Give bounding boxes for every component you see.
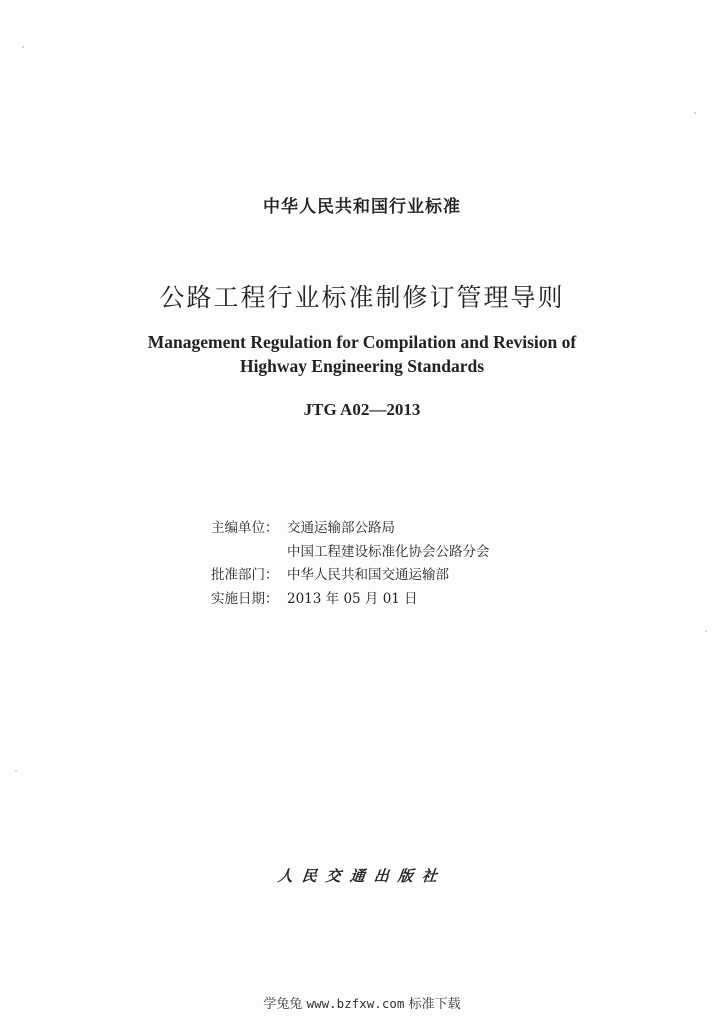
- info-value: 交通运输部公路局: [287, 520, 395, 536]
- info-value: 中华人民共和国交通运输部: [287, 567, 449, 583]
- english-title: [0, 330, 724, 378]
- info-row-co-editor: [211, 541, 490, 565]
- english-title-line-2: Highway Engineering Standards: [239, 356, 485, 376]
- info-label: 批准部门：: [211, 567, 279, 583]
- scan-speck: [22, 46, 24, 48]
- scan-speck: [15, 770, 17, 772]
- publisher-logotype: 人民交通出版社: [276, 867, 447, 885]
- info-row-approver: [211, 564, 490, 588]
- watermark-footer: [0, 993, 724, 1012]
- footer-prefix: 学兔兔: [263, 997, 303, 1012]
- footer-suffix: 标准下载: [408, 997, 461, 1012]
- publication-info: [211, 517, 490, 611]
- scan-speck: [694, 112, 696, 114]
- english-title-line-1: Management Regulation for Compilation and Revision of: [147, 332, 577, 352]
- info-value: 2013 年 05 月 01 日: [287, 590, 418, 607]
- info-label: 实施日期：: [211, 590, 279, 607]
- info-label: 主编单位：: [211, 520, 279, 536]
- info-row-effective-date: [211, 588, 490, 612]
- info-row-editor: [211, 517, 490, 541]
- standard-code: JTG A02—2013: [303, 400, 421, 419]
- footer-site-link[interactable]: www.bzfxw.com: [306, 996, 405, 1011]
- info-value: 中国工程建设标准化协会公路分会: [287, 543, 490, 560]
- info-label: [211, 541, 287, 565]
- scan-speck: [705, 630, 707, 632]
- chinese-title: 公路工程行业标准制修订管理导则: [159, 283, 565, 312]
- standard-category: 中华人民共和国行业标准: [263, 197, 461, 217]
